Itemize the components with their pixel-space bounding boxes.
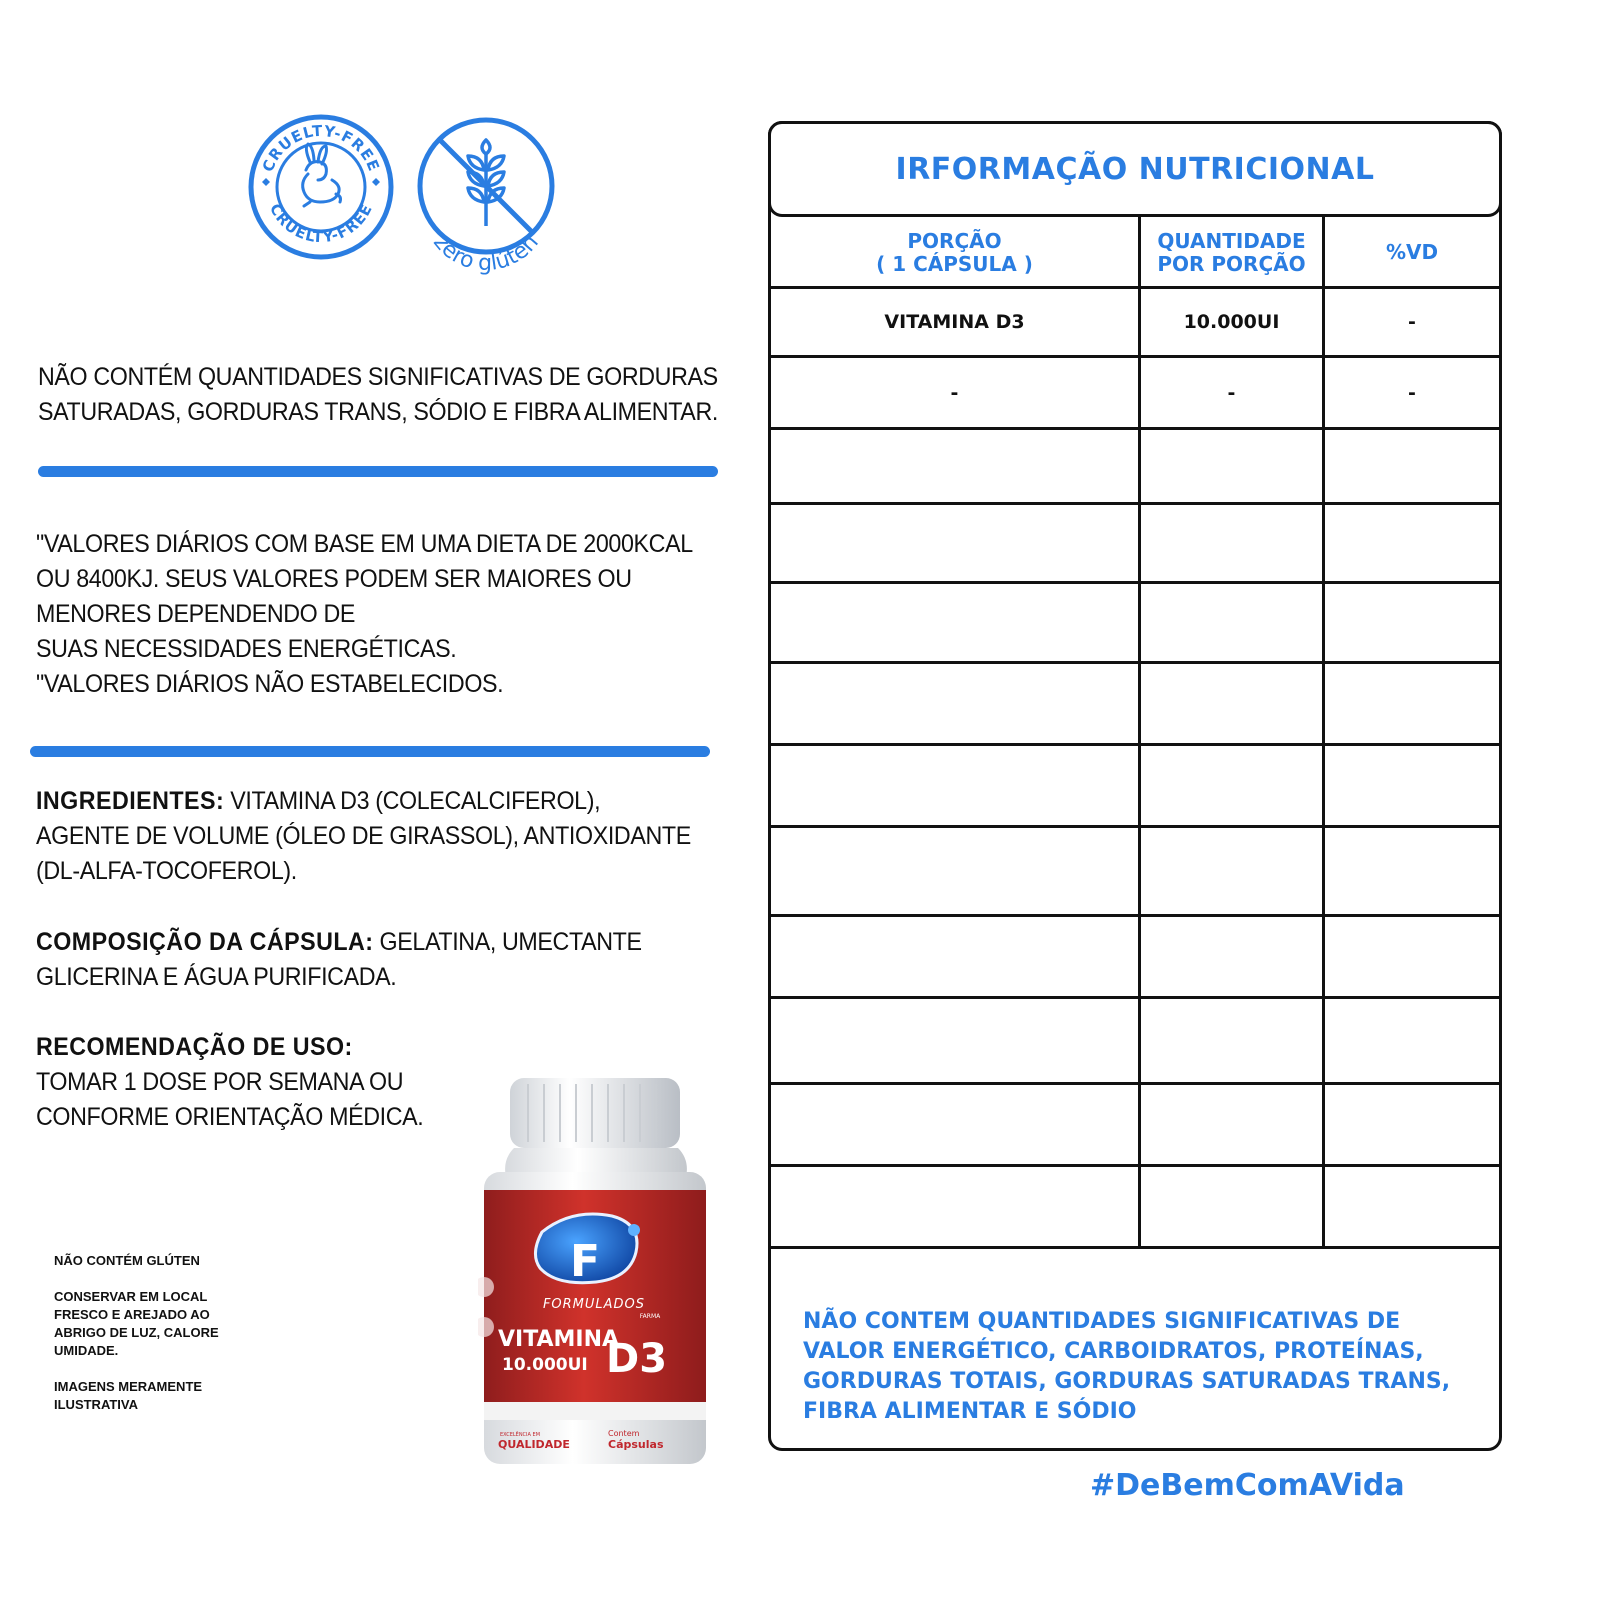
row-1-name: VITAMINA D3	[884, 311, 1025, 333]
row-2-qty: -	[1227, 381, 1236, 404]
bottle-quality-small: EXCELÊNCIA EM	[500, 1432, 541, 1438]
row-divider	[768, 825, 1502, 828]
row-1-vd: -	[1408, 311, 1416, 333]
table-title: IRFORMAÇÃO NUTRICIONAL	[768, 121, 1502, 217]
bottle-quality: QUALIDADE	[498, 1438, 570, 1451]
bottle-dose: 10.000UI	[502, 1355, 588, 1375]
cruelty-free-badge	[248, 114, 394, 260]
ingredients-label: INGREDIENTES:	[36, 787, 225, 815]
table-footer-note: NÃO CONTEM QUANTIDADES SIGNIFICATIVAS DE VALOR ENERGÉTICO, CARBOIDRATOS, PROTEÍNAS, GORDURAS TOTAIS, GORDURAS SATURADAS TRANS, FIBRA ALIMENTAR E SÓDIO	[803, 1309, 1451, 1424]
row-divider	[768, 1082, 1502, 1085]
row-divider	[768, 427, 1502, 430]
small-notes	[54, 1252, 294, 1432]
daily-values-line-3: MENORES DEPENDENDO DE	[36, 600, 356, 628]
ingredients-line-1: VITAMINA D3 (COLECALCIFEROL),	[224, 787, 601, 815]
bottle-product: VITAMINA	[498, 1327, 620, 1352]
svg-text:zero glúten	[428, 230, 544, 276]
row-divider	[768, 1164, 1502, 1167]
row-divider	[768, 581, 1502, 584]
cruelty-free-bottom-text: CRUELTY-FREE	[265, 200, 377, 247]
note-storage: CONSERVAR EM LOCAL FRESCO E AREJADO AO ABRIGO DE LUZ, CALORE UMIDADE.	[54, 1289, 219, 1358]
statement-block	[38, 360, 718, 430]
daily-values-line-5: "VALORES DIÁRIOS NÃO ESTABELECIDOS.	[36, 670, 504, 698]
bottle-brand: FORMULADOS	[542, 1297, 646, 1312]
zero-gluten-badge	[412, 114, 560, 290]
statement-line-2: SATURADAS, GORDURAS TRANS, SÓDIO E FIBRA ALIMENTAR.	[38, 398, 718, 426]
capsule-line-1: GELATINA, UMECTANTE	[373, 928, 642, 956]
divider-2	[30, 746, 710, 757]
header-portion: PORÇÃO ( 1 CÁPSULA )	[876, 228, 1033, 276]
capsule-line-2: GLICERINA E ÁGUA PURIFICADA.	[36, 963, 397, 991]
note-images: IMAGENS MERAMENTE ILUSTRATIVA	[54, 1379, 203, 1412]
rabbit-icon	[248, 114, 394, 260]
row-1-qty: 10.000UI	[1183, 311, 1280, 333]
row-divider	[768, 661, 1502, 664]
row-divider	[768, 914, 1502, 917]
daily-values-line-2: OU 8400KJ. SEUS VALORES PODEM SER MAIORES OU	[36, 565, 632, 593]
row-divider	[768, 743, 1502, 746]
logo-letter: F	[570, 1236, 601, 1287]
capsule-label: COMPOSIÇÃO DA CÁPSULA:	[36, 928, 374, 956]
note-gluten: NÃO CONTÉM GLÚTEN	[54, 1253, 200, 1268]
usage-label: RECOMENDAÇÃO DE USO:	[36, 1033, 353, 1061]
product-bottle-image	[478, 1072, 718, 1472]
daily-values-line-4: SUAS NECESSIDADES ENERGÉTICAS.	[36, 635, 457, 663]
statement-line-1: NÃO CONTÉM QUANTIDADES SIGNIFICATIVAS DE GORDURAS	[38, 363, 718, 391]
daily-values-line-1: "VALORES DIÁRIOS COM BASE EM UMA DIETA DE 2000KCAL	[36, 530, 693, 558]
bottle-contains-small: Contem	[608, 1429, 640, 1438]
daily-values-block	[36, 527, 706, 702]
svg-text:CRUELTY-FREE	[266, 201, 376, 247]
row-divider	[768, 1246, 1502, 1249]
capsule-block	[36, 925, 706, 995]
wheat-crossed-icon	[412, 114, 560, 290]
ingredients-line-2: AGENTE DE VOLUME (ÓLEO DE GIRASSOL), ANTIOXIDANTE	[36, 822, 691, 850]
header-vd: %VD	[1385, 240, 1439, 264]
ingredients-block	[36, 784, 706, 889]
cruelty-free-top-text: CRUELTY-FREE	[258, 121, 384, 175]
bottle-d3: D3	[606, 1336, 668, 1382]
row-divider	[768, 996, 1502, 999]
ingredients-line-3: (DL-ALFA-TOCOFEROL).	[36, 857, 297, 885]
row-divider	[768, 502, 1502, 505]
hashtag: #DeBemComAVida	[1090, 1468, 1405, 1503]
row-2-name: -	[950, 381, 959, 404]
usage-line-2: CONFORME ORIENTAÇÃO MÉDICA.	[36, 1103, 424, 1131]
usage-line-1: TOMAR 1 DOSE POR SEMANA OU	[36, 1068, 404, 1096]
bottle-brand-sub: FARMA	[639, 1313, 661, 1320]
divider-1	[38, 466, 718, 477]
header-quantity: QUANTIDADE POR PORÇÃO	[1157, 228, 1306, 276]
row-2-vd: -	[1408, 381, 1416, 404]
zero-gluten-text: zero glúten	[428, 229, 544, 277]
bottle-contains: Cápsulas	[608, 1438, 664, 1451]
